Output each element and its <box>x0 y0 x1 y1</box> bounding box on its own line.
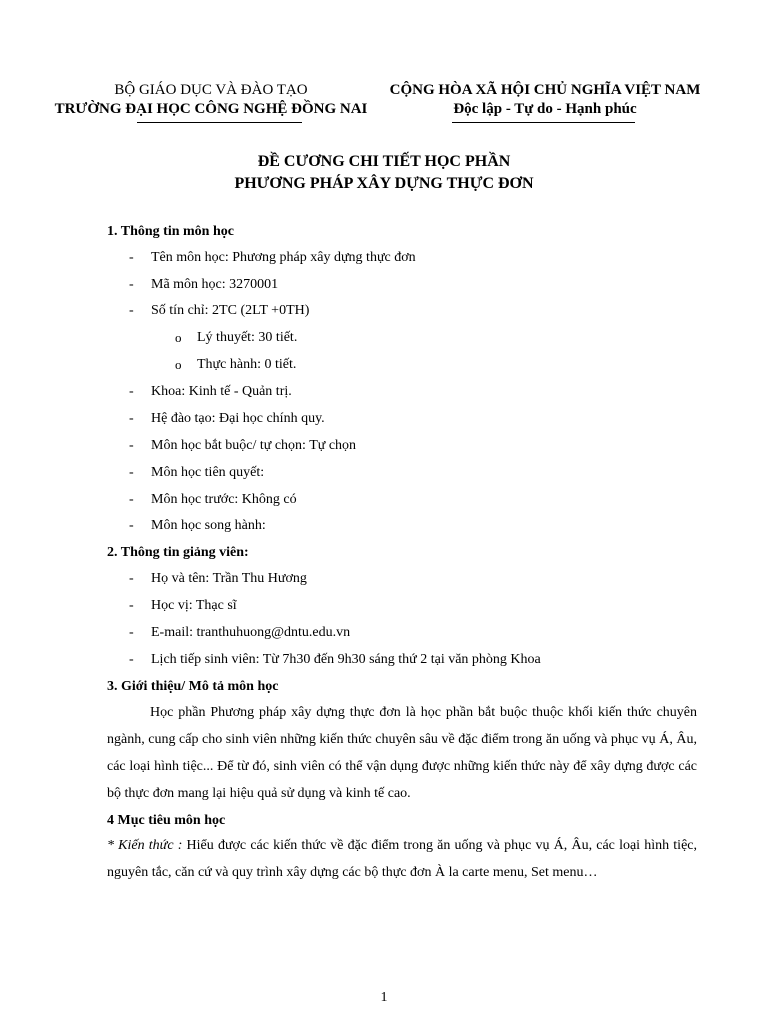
email-item: E-mail: tranthuhuong@dntu.edu.vn <box>151 625 351 640</box>
bullet-dash: - <box>129 465 134 480</box>
bullet-dash: - <box>129 625 134 640</box>
lecturer-name-item: Họ và tên: Trần Thu Hương <box>151 571 307 586</box>
bullet-dash: - <box>129 303 134 318</box>
page-number: 1 <box>380 990 388 1005</box>
bullet-dash: - <box>129 411 134 426</box>
ministry-name: BỘ GIÁO DỤC VÀ ĐÀO TẠO <box>114 82 308 98</box>
knowledge-text: Hiểu được các kiến thức về đặc điểm trong ăn uống và phục vụ Á, Âu, các loại hình tiệc, nguyên tắc, căn cứ và quy trình xây dựng các bộ thực đơn À la carte menu, Set menu… <box>107 838 698 880</box>
header-left <box>52 81 370 119</box>
parallel-course-item: Môn học song hành: <box>151 518 266 533</box>
bullet-dash: - <box>129 277 134 292</box>
bullet-circle: o <box>175 330 182 345</box>
knowledge-label: * Kiến thức : <box>107 838 183 853</box>
faculty-item: Khoa: Kinh tế - Quản trị. <box>151 384 292 399</box>
prerequisite-item: Môn học tiên quyết: <box>151 465 265 480</box>
credits-item: Số tín chỉ: 2TC (2LT +0TH) <box>151 303 310 318</box>
section3-heading: 3. Giới thiệu/ Mô tả môn học <box>107 679 279 694</box>
section2-heading: 2. Thông tin giảng viên: <box>107 545 249 560</box>
course-description-text: Học phần Phương pháp xây dựng thực đơn là học phần bắt buộc thuộc khối kiến thức chuyên ngành, cung cấp cho sinh viên những kiến thức chuyên sâu về đặc điểm trong ăn uống và phục vụ Á, Âu, các loại hình tiệc... Để từ đó, sinh viên có thể vận dụng được những kiến thức này để xây dựng được các bộ thực đơn mang lại hiệu quả sử dụng và kinh tế cao. <box>107 705 697 801</box>
motto: Độc lập - Tự do - Hạnh phúc <box>453 101 637 117</box>
degree-item: Học vị: Thạc sĩ <box>151 598 237 613</box>
bullet-dash: - <box>129 571 134 586</box>
country-name: CỘNG HÒA XÃ HỘI CHỦ NGHĨA VIỆT NAM <box>389 82 701 98</box>
course-title: PHƯƠNG PHÁP XÂY DỰNG THỰC ĐƠN <box>234 175 534 192</box>
header-right <box>380 81 710 119</box>
bullet-dash: - <box>129 492 134 507</box>
previous-course-item: Môn học trước: Không có <box>151 492 297 507</box>
bullet-circle: o <box>175 357 182 372</box>
section4-heading: 4 Mục tiêu môn học <box>107 813 226 828</box>
knowledge-objective <box>107 832 697 886</box>
bullet-dash: - <box>129 652 134 667</box>
theory-hours-item: Lý thuyết: 30 tiết. <box>197 330 298 345</box>
bullet-dash: - <box>129 384 134 399</box>
office-hours-item: Lịch tiếp sinh viên: Từ 7h30 đến 9h30 sáng thứ 2 tại văn phòng Khoa <box>151 652 541 667</box>
course-code-item: Mã môn học: 3270001 <box>151 277 279 292</box>
header-left-underline <box>137 122 302 123</box>
bullet-dash: - <box>129 518 134 533</box>
practice-hours-item: Thực hành: 0 tiết. <box>197 357 297 372</box>
course-type-item: Môn học bắt buộc/ tự chọn: Tự chọn <box>151 438 357 453</box>
header-right-underline <box>452 122 635 123</box>
course-description <box>107 699 697 807</box>
course-name-item: Tên môn học: Phương pháp xây dựng thực đơn <box>151 250 416 265</box>
university-name: TRƯỜNG ĐẠI HỌC CÔNG NGHỆ ĐỒNG NAI <box>54 101 368 117</box>
section1-heading: 1. Thông tin môn học <box>107 224 234 239</box>
bullet-dash: - <box>129 250 134 265</box>
document-title: ĐỀ CƯƠNG CHI TIẾT HỌC PHẦN <box>257 153 511 170</box>
bullet-dash: - <box>129 438 134 453</box>
training-system-item: Hệ đào tạo: Đại học chính quy. <box>151 411 325 426</box>
bullet-dash: - <box>129 598 134 613</box>
